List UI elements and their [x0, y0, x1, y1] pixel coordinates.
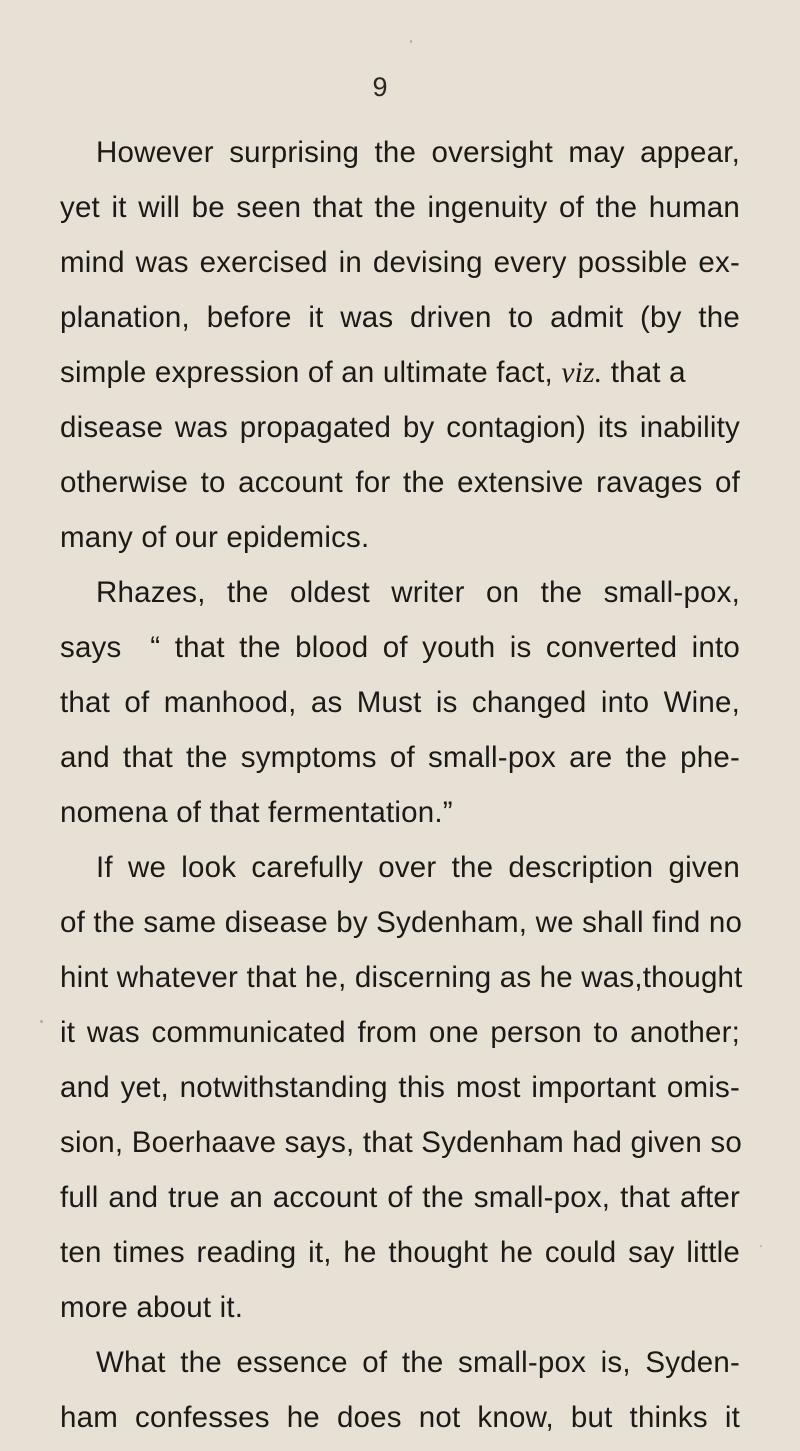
text-line: says “ that the blood of youth is converted into	[60, 631, 740, 664]
text-line: disease was propagated by contagion) its inability	[60, 411, 740, 444]
text-line: more about it.	[60, 1291, 244, 1324]
text-line: otherwise to account for the extensive ravages of	[60, 466, 740, 499]
text-line: If we look carefully over the description given	[96, 851, 740, 884]
text-segment: that a	[602, 356, 686, 389]
italic-abbreviation: viz.	[561, 357, 603, 389]
paper-speck	[760, 1245, 762, 1247]
text-line: and that the symptoms of small-pox are the phe-	[60, 741, 740, 774]
text-line: many of our epidemics.	[60, 521, 370, 554]
text-line: What the essence of the small-pox is, Syden-	[96, 1346, 740, 1379]
text-line: ham confesses he does not know, but thinks it	[60, 1401, 740, 1434]
text-line: full and true an account of the small-pox, that after	[60, 1181, 740, 1214]
text-line: ten times reading it, he thought he could say little	[60, 1236, 740, 1269]
text-line: planation, before it was driven to admit (by the	[60, 301, 740, 334]
text-line: However surprising the oversight may appear,	[96, 136, 740, 169]
text-line: and yet, notwithstanding this most important omis-	[60, 1071, 740, 1104]
text-line: that of manhood, as Must is changed into Wine,	[60, 686, 740, 719]
text-line: hint whatever that he, discerning as he was,thought	[60, 961, 743, 994]
paper-speck	[40, 1020, 43, 1023]
text-line: nomena of that fermentation.”	[60, 796, 453, 829]
text-line: sion, Boerhaave says, that Sydenham had given so	[60, 1126, 742, 1159]
text-line: mind was exercised in devising every possible ex-	[60, 246, 740, 279]
text-line: yet it will be seen that the ingenuity of the human	[60, 191, 740, 224]
text-line	[60, 353, 740, 393]
text-line: it was communicated from one person to another;	[60, 1016, 740, 1049]
text-line: Rhazes, the oldest writer on the small-pox,	[96, 576, 740, 609]
text-segment: simple expression of an ultimate fact,	[60, 356, 562, 389]
paper-speck	[410, 40, 412, 43]
page-number: 9	[372, 72, 388, 102]
text-line: of the same disease by Sydenham, we shall find no	[60, 906, 743, 939]
